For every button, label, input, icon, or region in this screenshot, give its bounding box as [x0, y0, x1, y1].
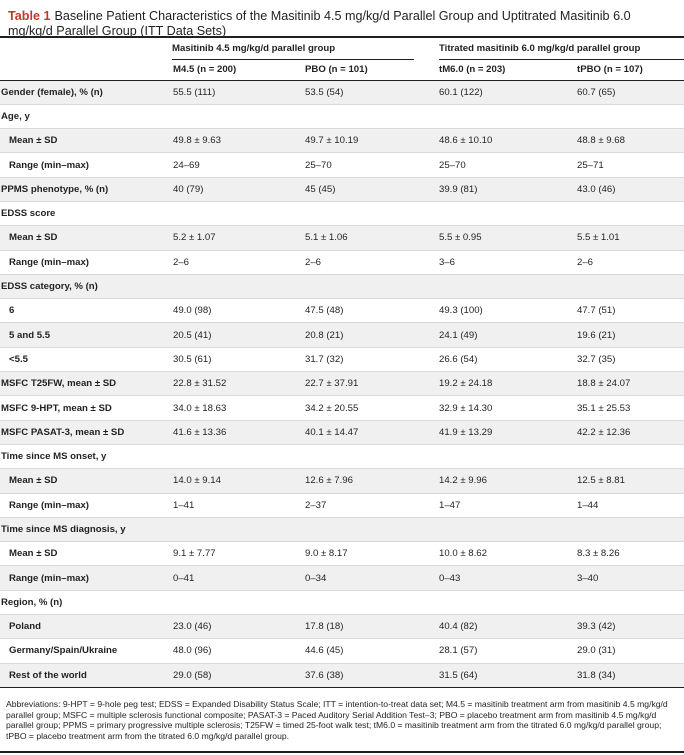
cell-value: 0–43	[428, 566, 563, 590]
cell-value: 24–69	[171, 153, 302, 177]
table-row	[0, 129, 684, 153]
table-row	[0, 639, 684, 663]
table-row	[0, 274, 684, 298]
row-label: Mean ± SD	[0, 469, 171, 493]
cell-value	[302, 444, 428, 468]
bottom-rule	[0, 751, 684, 753]
cell-value	[171, 201, 302, 225]
cell-value: 48.8 ± 9.68	[563, 129, 684, 153]
cell-value: 19.6 (21)	[563, 323, 684, 347]
cell-value: 9.0 ± 8.17	[302, 542, 428, 566]
row-label: Poland	[0, 615, 171, 639]
cell-value: 25–71	[563, 153, 684, 177]
table-row	[0, 444, 684, 468]
cell-value: 32.7 (35)	[563, 347, 684, 371]
cell-value: 49.7 ± 10.19	[302, 129, 428, 153]
cell-value: 44.6 (45)	[302, 639, 428, 663]
table-row	[0, 201, 684, 225]
row-label: MSFC T25FW, mean ± SD	[0, 372, 171, 396]
cell-value: 19.2 ± 24.18	[428, 372, 563, 396]
table-row	[0, 153, 684, 177]
cell-value: 49.0 (98)	[171, 299, 302, 323]
table-row	[0, 517, 684, 541]
cell-value: 2–6	[302, 250, 428, 274]
table-row	[0, 420, 684, 444]
cell-value: 60.1 (122)	[428, 80, 563, 104]
cell-value	[428, 517, 563, 541]
cell-value: 41.9 ± 13.29	[428, 420, 563, 444]
table-row	[0, 396, 684, 420]
group-header-titrated-6-0: Titrated masitinib 6.0 mg/kg/d parallel group	[439, 38, 684, 60]
cell-value	[563, 444, 684, 468]
row-label: Range (min–max)	[0, 566, 171, 590]
row-label: Mean ± SD	[0, 129, 171, 153]
cell-value	[428, 274, 563, 298]
table-row	[0, 469, 684, 493]
cell-value: 39.9 (81)	[428, 177, 563, 201]
cell-value: 41.6 ± 13.36	[171, 420, 302, 444]
cell-value: 49.3 (100)	[428, 299, 563, 323]
cell-value: 32.9 ± 14.30	[428, 396, 563, 420]
row-label: Region, % (n)	[0, 590, 171, 614]
row-label: Range (min–max)	[0, 153, 171, 177]
row-label: Mean ± SD	[0, 542, 171, 566]
cell-value	[171, 104, 302, 128]
cell-value: 37.6 (38)	[302, 663, 428, 687]
cell-value	[428, 590, 563, 614]
cell-value: 47.5 (48)	[302, 299, 428, 323]
cell-value	[302, 590, 428, 614]
row-label: Gender (female), % (n)	[0, 80, 171, 104]
cell-value: 40 (79)	[171, 177, 302, 201]
cell-value: 60.7 (65)	[563, 80, 684, 104]
column-header-tm6: tM6.0 (n = 203)	[428, 60, 563, 80]
cell-value	[171, 274, 302, 298]
table-row	[0, 663, 684, 687]
cell-value: 40.1 ± 14.47	[302, 420, 428, 444]
table-row	[0, 226, 684, 250]
cell-value: 31.5 (64)	[428, 663, 563, 687]
cell-value: 26.6 (54)	[428, 347, 563, 371]
table-row	[0, 542, 684, 566]
row-label: Age, y	[0, 104, 171, 128]
baseline-characteristics-table	[0, 36, 684, 688]
cell-value: 48.0 (96)	[171, 639, 302, 663]
cell-value: 0–34	[302, 566, 428, 590]
table-row	[0, 615, 684, 639]
cell-value: 53.5 (54)	[302, 80, 428, 104]
column-header-tpbo: tPBO (n = 107)	[563, 60, 684, 80]
row-label: Germany/Spain/Ukraine	[0, 639, 171, 663]
cell-value: 5.2 ± 1.07	[171, 226, 302, 250]
cell-value: 29.0 (58)	[171, 663, 302, 687]
row-label: MSFC PASAT-3, mean ± SD	[0, 420, 171, 444]
cell-value: 34.2 ± 20.55	[302, 396, 428, 420]
cell-value: 14.0 ± 9.14	[171, 469, 302, 493]
cell-value: 43.0 (46)	[563, 177, 684, 201]
cell-value: 35.1 ± 25.53	[563, 396, 684, 420]
cell-value: 1–44	[563, 493, 684, 517]
cell-value	[428, 444, 563, 468]
row-label: 6	[0, 299, 171, 323]
cell-value: 10.0 ± 8.62	[428, 542, 563, 566]
cell-value: 34.0 ± 18.63	[171, 396, 302, 420]
table-row	[0, 347, 684, 371]
cell-value: 1–41	[171, 493, 302, 517]
row-label: Rest of the world	[0, 663, 171, 687]
cell-value: 5.5 ± 1.01	[563, 226, 684, 250]
cell-value: 2–6	[563, 250, 684, 274]
table-label: Table 1	[8, 9, 51, 23]
table-row	[0, 80, 684, 104]
cell-value	[563, 274, 684, 298]
cell-value: 24.1 (49)	[428, 323, 563, 347]
cell-value: 23.0 (46)	[171, 615, 302, 639]
cell-value: 12.6 ± 7.96	[302, 469, 428, 493]
table-row	[0, 590, 684, 614]
cell-value: 55.5 (111)	[171, 80, 302, 104]
cell-value: 45 (45)	[302, 177, 428, 201]
cell-value: 20.8 (21)	[302, 323, 428, 347]
cell-value: 5.1 ± 1.06	[302, 226, 428, 250]
row-label: <5.5	[0, 347, 171, 371]
table-row	[0, 493, 684, 517]
row-label: Time since MS onset, y	[0, 444, 171, 468]
cell-value: 2–37	[302, 493, 428, 517]
cell-value	[563, 517, 684, 541]
cell-value: 40.4 (82)	[428, 615, 563, 639]
cell-value: 25–70	[302, 153, 428, 177]
cell-value: 22.7 ± 37.91	[302, 372, 428, 396]
header-group-row	[0, 37, 684, 60]
cell-value: 3–40	[563, 566, 684, 590]
table-title: Baseline Patient Characteristics of the Masitinib 4.5 mg/kg/d Parallel Group and Uptitrated Masitinib 6.0 mg/kg/d Parallel Group (ITT Data Sets)	[8, 9, 631, 38]
cell-value	[428, 104, 563, 128]
cell-value: 49.8 ± 9.63	[171, 129, 302, 153]
cell-value: 29.0 (31)	[563, 639, 684, 663]
cell-value: 5.5 ± 0.95	[428, 226, 563, 250]
table-row	[0, 299, 684, 323]
table-footnote: Abbreviations: 9-HPT = 9-hole peg test; EDSS = Expanded Disability Status Scale; ITT = intention-to-treat data set; M4.5 = masitinib treatment arm from masitinib 4.5 mg/kg/d parallel group; MSFC = multiple sclerosis functional composite; PASAT-3 = Paced Auditory Serial Addition Test–3; PBO = placebo treatment arm from masitinib 4.5 mg/kg/d parallel group; PPMS = primary progressive multiple sclerosis; T25FW = timed 25-foot walk test; tM6.0 = masitinib treatment arm from the titrated 6.0 mg/kg/d parallel group; tPBO = placebo treatment arm from the titrated 6.0 mg/kg/d parallel group.	[6, 698, 668, 741]
table-row	[0, 104, 684, 128]
cell-value	[428, 201, 563, 225]
column-header-m45: M4.5 (n = 200)	[171, 60, 302, 80]
cell-value	[171, 590, 302, 614]
table-caption	[0, 0, 684, 36]
cell-value	[563, 590, 684, 614]
cell-value: 2–6	[171, 250, 302, 274]
cell-value: 30.5 (61)	[171, 347, 302, 371]
cell-value: 9.1 ± 7.77	[171, 542, 302, 566]
cell-value: 18.8 ± 24.07	[563, 372, 684, 396]
cell-value: 48.6 ± 10.10	[428, 129, 563, 153]
cell-value: 14.2 ± 9.96	[428, 469, 563, 493]
cell-value: 31.7 (32)	[302, 347, 428, 371]
cell-value	[302, 274, 428, 298]
row-label: Time since MS diagnosis, y	[0, 517, 171, 541]
row-label: Range (min–max)	[0, 493, 171, 517]
cell-value	[302, 104, 428, 128]
cell-value	[563, 104, 684, 128]
cell-value	[302, 201, 428, 225]
row-label: 5 and 5.5	[0, 323, 171, 347]
row-label: EDSS category, % (n)	[0, 274, 171, 298]
cell-value: 0–41	[171, 566, 302, 590]
cell-value: 47.7 (51)	[563, 299, 684, 323]
cell-value: 17.8 (18)	[302, 615, 428, 639]
cell-value: 3–6	[428, 250, 563, 274]
table-body	[0, 80, 684, 687]
cell-value: 31.8 (34)	[563, 663, 684, 687]
cell-value: 20.5 (41)	[171, 323, 302, 347]
table-row	[0, 323, 684, 347]
table-row	[0, 372, 684, 396]
table-row	[0, 250, 684, 274]
cell-value: 42.2 ± 12.36	[563, 420, 684, 444]
row-label: PPMS phenotype, % (n)	[0, 177, 171, 201]
header-column-row	[0, 60, 684, 80]
cell-value: 39.3 (42)	[563, 615, 684, 639]
cell-value	[563, 201, 684, 225]
row-label: Range (min–max)	[0, 250, 171, 274]
cell-value: 1–47	[428, 493, 563, 517]
table-row	[0, 566, 684, 590]
table-row	[0, 177, 684, 201]
row-label: EDSS score	[0, 201, 171, 225]
cell-value: 28.1 (57)	[428, 639, 563, 663]
cell-value: 8.3 ± 8.26	[563, 542, 684, 566]
cell-value: 25–70	[428, 153, 563, 177]
cell-value	[171, 444, 302, 468]
cell-value: 12.5 ± 8.81	[563, 469, 684, 493]
row-label: MSFC 9-HPT, mean ± SD	[0, 396, 171, 420]
column-header-pbo: PBO (n = 101)	[302, 60, 428, 80]
cell-value	[171, 517, 302, 541]
cell-value	[302, 517, 428, 541]
row-label: Mean ± SD	[0, 226, 171, 250]
group-header-masitinib-4-5: Masitinib 4.5 mg/kg/d parallel group	[172, 38, 414, 60]
cell-value: 22.8 ± 31.52	[171, 372, 302, 396]
